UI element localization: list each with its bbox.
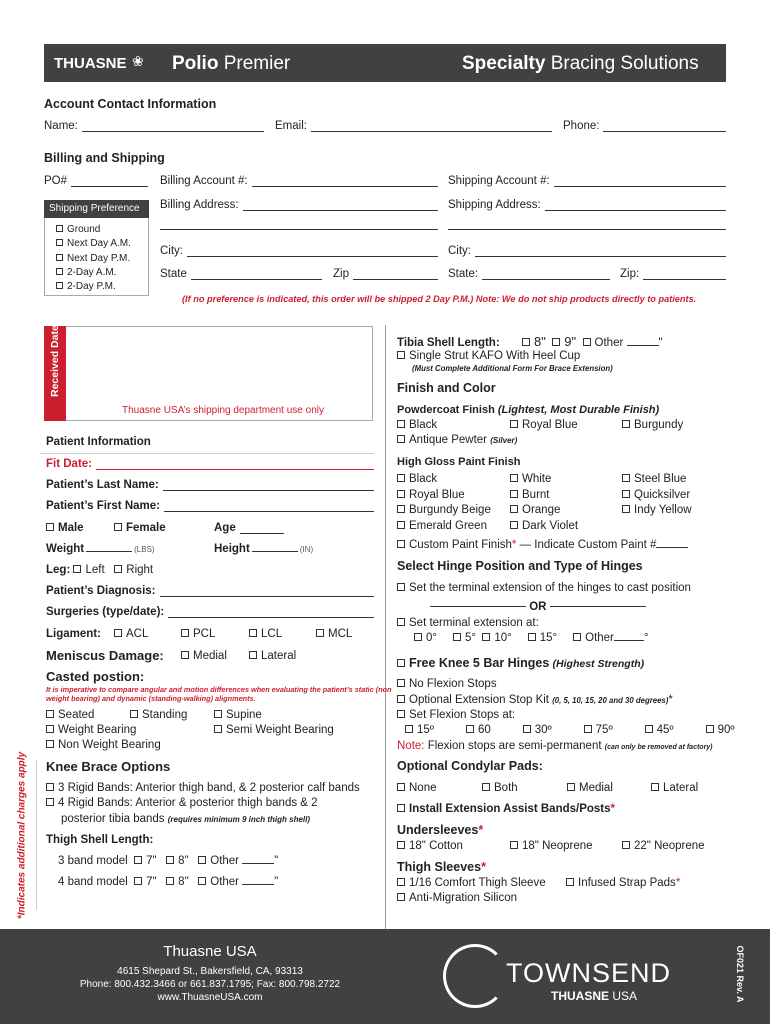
flexion-stops[interactable]: Set Flexion Stops at: (397, 709, 515, 721)
terminal-deg-row (414, 632, 649, 644)
band4-other[interactable]: Other " (198, 876, 278, 888)
pref-next-pm[interactable]: Next Day P.M. (56, 252, 131, 266)
gloss-burgundy-beige[interactable]: Burgundy Beige (397, 503, 491, 519)
billing-account-field[interactable]: Billing Account #: (160, 175, 438, 187)
billing-city-field[interactable]: City: (160, 245, 438, 257)
gloss-black[interactable]: Black (397, 472, 491, 488)
account-title: Account Contact Information (44, 97, 217, 111)
deg-15[interactable]: 15° (528, 632, 557, 644)
billing-address-field[interactable]: Billing Address: (160, 199, 438, 211)
leg-right[interactable]: Right (114, 564, 153, 576)
lig-pcl[interactable]: PCL (181, 628, 215, 640)
shipping-note: (If no preference is indicated, this order will be shipped 2 Day P.M.) Note: We do not ship products directly to patients. (182, 294, 697, 304)
thigh-sleeves-title: Thigh Sleeves* (397, 860, 486, 874)
undersleeves-title: Undersleeves* (397, 823, 484, 837)
gloss-white[interactable]: White (510, 472, 578, 488)
terminal-cast[interactable]: Set the terminal extension of the hinges to cast position (397, 582, 691, 594)
flex-75[interactable]: 75º (584, 724, 613, 736)
meniscus-medial[interactable]: Medial (181, 650, 227, 662)
flexion-note: Note: Flexion stops are semi-permanent (can only be removed at factory) (397, 740, 713, 752)
casted-note: It is imperative to compare angular and motion differences when evaluating the patient’s static (non weight bearing) and dynamic (standing-walking) alignments. (46, 685, 392, 703)
header-bar (44, 44, 726, 82)
under-18-cotton[interactable]: 18" Cotton (397, 840, 463, 852)
name-field[interactable]: Name: (44, 120, 264, 132)
column-divider (385, 325, 386, 929)
gloss-title: High Gloss Paint Finish (397, 456, 521, 468)
surgeries-field[interactable]: Surgeries (type/date): (46, 606, 374, 618)
fit-date-field[interactable]: Fit Date: (46, 458, 374, 470)
po-field[interactable]: PO# (44, 175, 148, 187)
opt-stop-kit[interactable]: Optional Extension Stop Kit (0, 5, 10, 15, 20 and 30 degrees)* (397, 694, 673, 706)
footer (0, 929, 770, 1024)
gloss-quicksilver[interactable]: Quicksilver (622, 488, 692, 504)
knee-opt2-cont: posterior tibia bands (requires minimum 9 inch thigh shell) (61, 813, 311, 825)
band3-row: 3 band model 7" 8" Other " (58, 855, 279, 867)
billing-state-field[interactable]: State (160, 268, 322, 280)
shipping-address-line2[interactable] (448, 229, 726, 230)
deg-5[interactable]: 5° (453, 632, 476, 644)
billing-title: Billing and Shipping (44, 151, 165, 165)
terminal-at[interactable]: Set terminal extension at: (397, 617, 539, 629)
gloss-dark-violet[interactable]: Dark Violet (510, 519, 578, 535)
product-title: Polio Premier (172, 53, 291, 74)
shipping-zip-field[interactable]: Zip: (620, 268, 726, 280)
first-name-field[interactable]: Patient’s First Name: (46, 500, 374, 512)
pos-seated[interactable]: Seated (46, 709, 94, 721)
side-charges-note: *Indicates additional charges apply (16, 751, 28, 920)
gloss-col3 (622, 472, 692, 519)
condylar-none[interactable]: None (397, 782, 437, 794)
condylar-both[interactable]: Both (482, 782, 518, 794)
footer-phone: Phone: 800.432.3466 or 661.837.1795; Fax: 800.798.2722 (79, 979, 341, 990)
pos-standing[interactable]: Standing (130, 709, 187, 721)
pos-semi-weight-bearing[interactable]: Semi Weight Bearing (214, 724, 334, 736)
height-field[interactable]: Height (IN) (214, 543, 314, 555)
weight-field[interactable]: Weight (LBS) (46, 543, 155, 555)
shipping-options (56, 223, 131, 294)
kafo-note: (Must Complete Additional Form For Brace Extension) (412, 364, 613, 373)
thigh-length-label: Thigh Shell Length: (46, 834, 154, 846)
tibia-9[interactable]: 9" (552, 334, 576, 349)
received-label: Received Date (49, 325, 61, 397)
meniscus-lateral[interactable]: Lateral (249, 650, 296, 662)
powder-royal-blue[interactable]: Royal Blue (510, 419, 578, 431)
gloss-royal-blue[interactable]: Royal Blue (397, 488, 491, 504)
patient-divider (40, 453, 374, 454)
pos-non-weight-bearing[interactable]: Non Weight Bearing (46, 739, 161, 751)
townsend-logo-icon (443, 944, 507, 1008)
header-tagline: Specialty Bracing Solutions (462, 53, 699, 74)
flex-90[interactable]: 90º (706, 724, 735, 736)
shipping-preference-title: Shipping Preference (44, 200, 149, 218)
tibia-row: Tibia Shell Length: 8" 9" Other " (397, 334, 663, 349)
email-field[interactable]: Email: (275, 120, 552, 132)
gloss-col1 (397, 472, 491, 534)
billing-zip-field[interactable]: Zip (333, 268, 438, 280)
under-18-neoprene[interactable]: 18" Neoprene (510, 840, 593, 852)
form-code: OF021 Rev. A (735, 945, 745, 1003)
assist-bands[interactable]: Install Extension Assist Bands/Posts* (397, 803, 615, 815)
kafo-check[interactable]: Single Strut KAFO With Heel Cup (397, 350, 580, 362)
finish-title: Finish and Color (397, 381, 496, 395)
band4-7[interactable]: 7" (134, 876, 156, 888)
pos-weight-bearing[interactable]: Weight Bearing (46, 724, 136, 736)
tibia-other[interactable]: Other " (583, 337, 663, 349)
last-name-field[interactable]: Patient’s Last Name: (46, 479, 374, 491)
shipping-address-field[interactable]: Shipping Address: (448, 199, 726, 211)
lig-mcl[interactable]: MCL (316, 628, 352, 640)
knee-opt2[interactable]: 4 Rigid Bands: Anterior & posterior thigh bands & 2 (46, 797, 318, 809)
band3-8[interactable]: 8" (166, 855, 188, 867)
male-check[interactable]: Male (46, 522, 84, 534)
footer-company: Thuasne USA (163, 943, 257, 960)
gloss-burnt[interactable]: Burnt (510, 488, 578, 504)
hinge-title: Select Hinge Position and Type of Hinges (397, 559, 643, 573)
free-knee-title[interactable]: Free Knee 5 Bar Hinges (Highest Strength) (397, 656, 644, 670)
casted-label: Casted postion: (46, 669, 145, 684)
meniscus-label: Meniscus Damage: (46, 648, 164, 663)
powder-burgundy[interactable]: Burgundy (622, 419, 683, 431)
condylar-title: Optional Condylar Pads: (397, 759, 543, 773)
powder-title: Powdercoat Finish (Lightest, Most Durable Finish) (397, 404, 660, 416)
phone-field[interactable]: Phone: (563, 120, 726, 132)
pref-2day-am[interactable]: 2-Day A.M. (56, 266, 131, 280)
under-22-neoprene[interactable]: 22" Neoprene (622, 840, 705, 852)
gloss-col2 (510, 472, 578, 534)
thuasne-usa-logo: THUASNE USA (551, 989, 638, 1003)
no-flexion[interactable]: No Flexion Stops (397, 678, 497, 690)
tibia-8[interactable]: 8" (522, 334, 546, 349)
knee-title: Knee Brace Options (46, 759, 171, 774)
brand-logo-icon: ❀ (132, 53, 144, 69)
side-rule (36, 760, 37, 910)
footer-website[interactable]: www.ThuasneUSA.com (157, 992, 263, 1003)
thigh-anti-migration[interactable]: Anti-Migration Silicon (397, 892, 517, 904)
condylar-medial[interactable]: Medial (567, 782, 613, 794)
pref-ground[interactable]: Ground (56, 223, 131, 237)
flex-30[interactable]: 30º (523, 724, 552, 736)
deg-10[interactable]: 10° (482, 632, 511, 644)
female-check[interactable]: Female (114, 522, 166, 534)
gloss-emerald-green[interactable]: Emerald Green (397, 519, 491, 535)
knee-opt1[interactable]: 3 Rigid Bands: Anterior thigh band, & 2 posterior calf bands (46, 782, 360, 794)
band4-8[interactable]: 8" (166, 876, 188, 888)
deg-0[interactable]: 0° (414, 632, 437, 644)
pref-next-am[interactable]: Next Day A.M. (56, 237, 131, 251)
gloss-steel-blue[interactable]: Steel Blue (622, 472, 692, 488)
pos-supine[interactable]: Supine (214, 709, 262, 721)
ligament-label: Ligament: (46, 628, 101, 640)
billing-address-line2[interactable] (160, 229, 438, 230)
brand-logo: THUASNE (54, 55, 127, 72)
townsend-logo: TOWNSEND (506, 958, 672, 988)
shipping-account-field[interactable]: Shipping Account #: (448, 175, 726, 187)
shipping-city-field[interactable]: City: (448, 245, 726, 257)
leg-left[interactable]: Left (73, 564, 104, 576)
footer-address: 4615 Shepard St., Bakersfield, CA, 93313 (117, 966, 303, 977)
lig-acl[interactable]: ACL (114, 628, 148, 640)
or-divider: OR (430, 601, 646, 613)
band3-other[interactable]: Other " (198, 855, 278, 867)
band3-7[interactable]: 7" (134, 855, 156, 867)
received-use-only: Thuasne USA’s shipping department use only (122, 405, 324, 416)
deg-other[interactable]: Other ° (573, 632, 648, 644)
band4-row: 4 band model 7" 8" Other " (58, 876, 279, 888)
powder-black[interactable]: Black (397, 419, 437, 431)
condylar-lateral[interactable]: Lateral (651, 782, 698, 794)
flex-45[interactable]: 45º (645, 724, 674, 736)
thigh-strap-pads[interactable]: Infused Strap Pads* (566, 877, 680, 889)
lig-lcl[interactable]: LCL (249, 628, 282, 640)
flex-15[interactable]: 15º (405, 724, 434, 736)
shipping-state-field[interactable]: State: (448, 268, 610, 280)
gloss-indy-yellow[interactable]: Indy Yellow (622, 503, 692, 519)
pref-2day-pm[interactable]: 2-Day P.M. (56, 280, 131, 294)
age-field[interactable]: Age (214, 522, 284, 534)
diagnosis-field[interactable]: Patient’s Diagnosis: (46, 585, 374, 597)
gloss-orange[interactable]: Orange (510, 503, 578, 519)
patient-title: Patient Information (46, 436, 151, 448)
flex-row (405, 724, 735, 736)
leg-select: Leg: Left Right (46, 564, 154, 576)
powder-pewter[interactable]: Antique Pewter (Silver) (397, 434, 517, 446)
thigh-comfort[interactable]: 1/16 Comfort Thigh Sleeve (397, 877, 546, 889)
custom-paint[interactable]: Custom Paint Finish* — Indicate Custom Paint # (397, 539, 688, 551)
flex-60[interactable]: 60 (466, 724, 491, 736)
